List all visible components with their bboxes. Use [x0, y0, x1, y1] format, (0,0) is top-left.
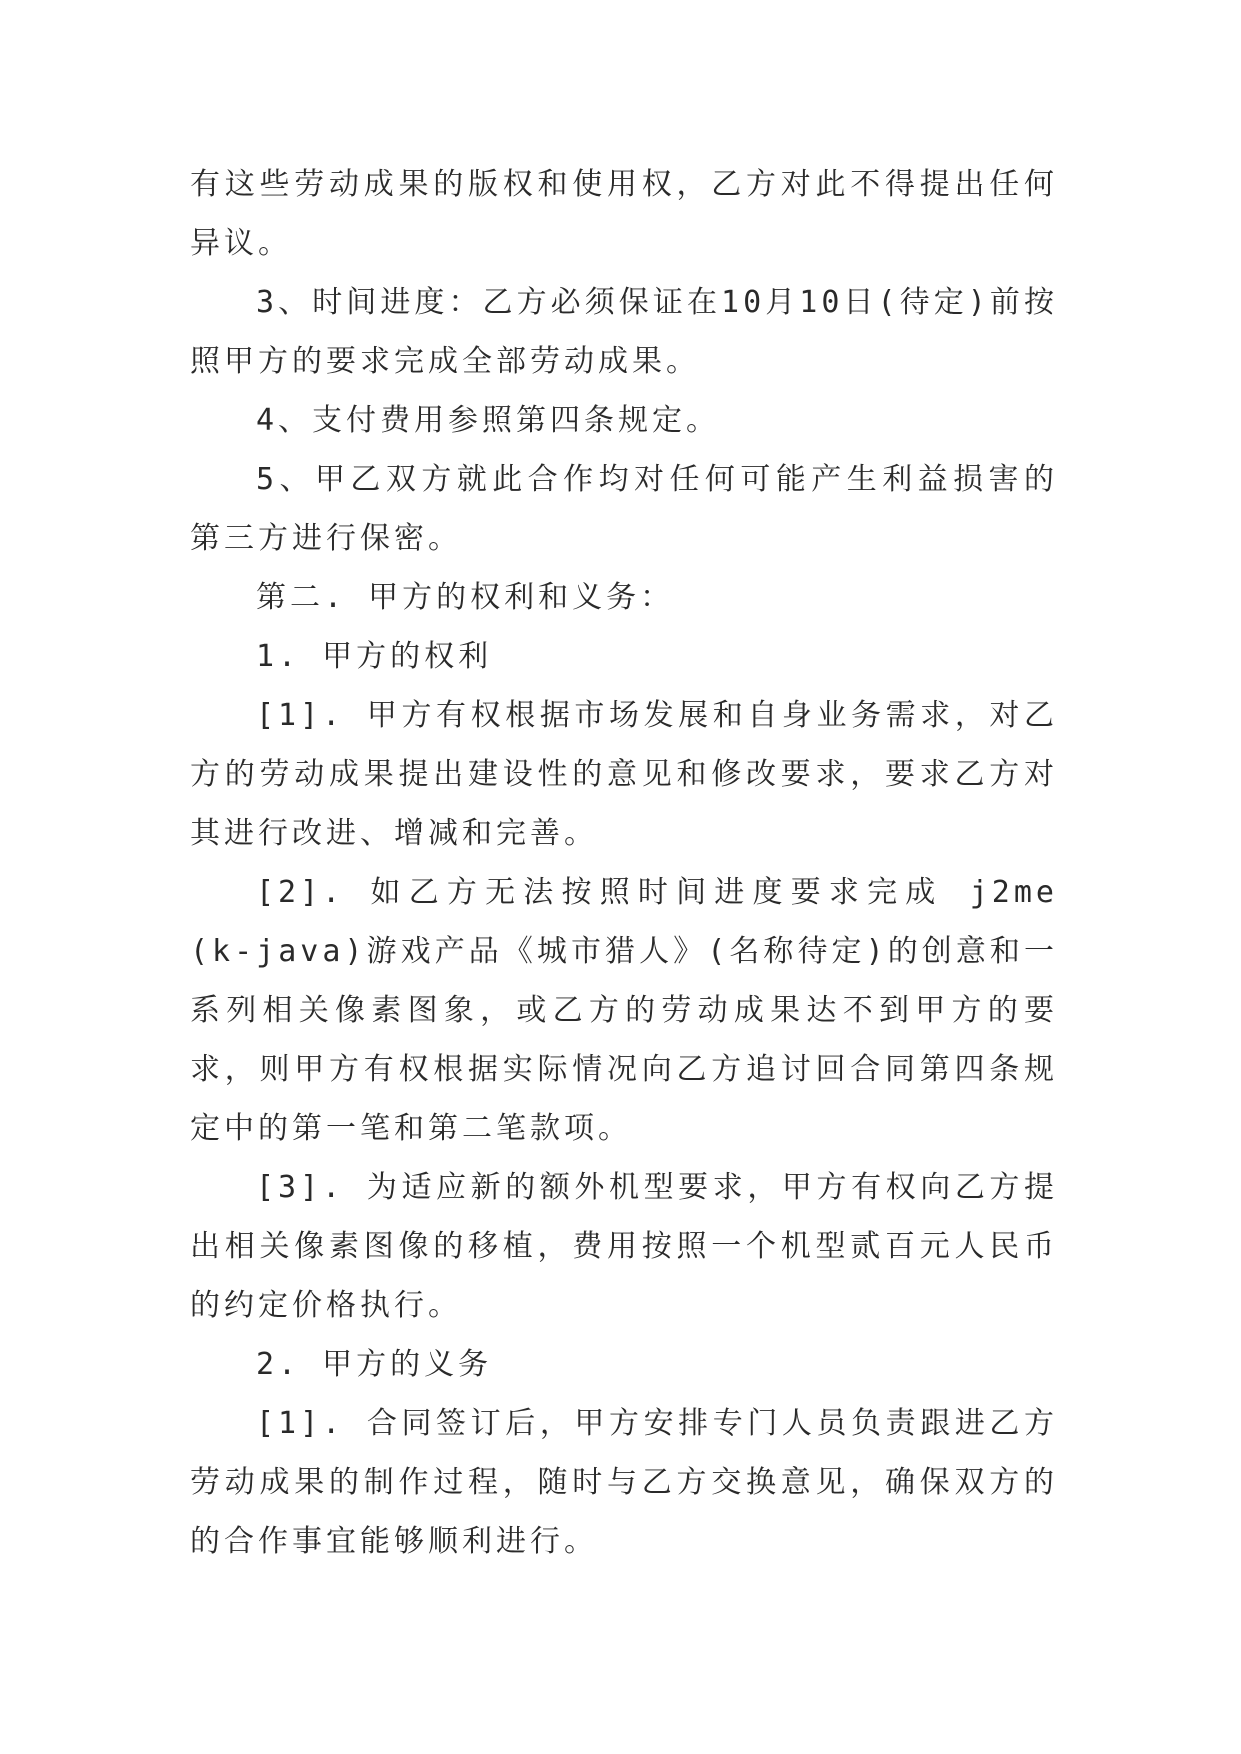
paragraph-payment: 4、支付费用参照第四条规定。: [256, 403, 721, 438]
document-body: [190, 155, 1058, 1571]
paragraph-right-1: [1]. 甲方有权根据市场发展和自身业务需求，对乙方的劳动成果提出建设性的意见和修改要求，要求乙方对其进行改进、增减和完善。: [190, 698, 1058, 851]
section-heading-party-a: 第二. 甲方的权利和义务：: [256, 580, 675, 615]
subsection-heading-obligations: 2. 甲方的义务: [256, 1347, 493, 1382]
paragraph-confidentiality: 5、甲乙双方就此合作均对任何可能产生利益损害的第三方进行保密。: [190, 462, 1058, 556]
subsection-heading-rights: 1. 甲方的权利: [256, 639, 493, 674]
paragraph-obligation-1: [1]. 合同签订后，甲方安排专门人员负责跟进乙方劳动成果的制作过程，随时与乙方交换意见，确保双方的的合作事宜能够顺利进行。: [190, 1406, 1058, 1559]
paragraph-right-3: [3]. 为适应新的额外机型要求，甲方有权向乙方提出相关像素图像的移植，费用按照一个机型贰百元人民币的约定价格执行。: [190, 1170, 1058, 1323]
paragraph-right-2: [2]. 如乙方无法按照时间进度要求完成 j2me (k-java)游戏产品《城市猎人》(名称待定)的创意和一系列相关像素图象，或乙方的劳动成果达不到甲方的要求，则甲方有权根据实际情况向乙方追讨回合同第四条规定中的第一笔和第二笔款项。: [190, 875, 1058, 1146]
paragraph-continuation: 有这些劳动成果的版权和使用权，乙方对此不得提出任何异议。: [190, 167, 1058, 261]
paragraph-time-schedule: 3、时间进度：乙方必须保证在10月10日(待定)前按照甲方的要求完成全部劳动成果。: [190, 285, 1058, 379]
